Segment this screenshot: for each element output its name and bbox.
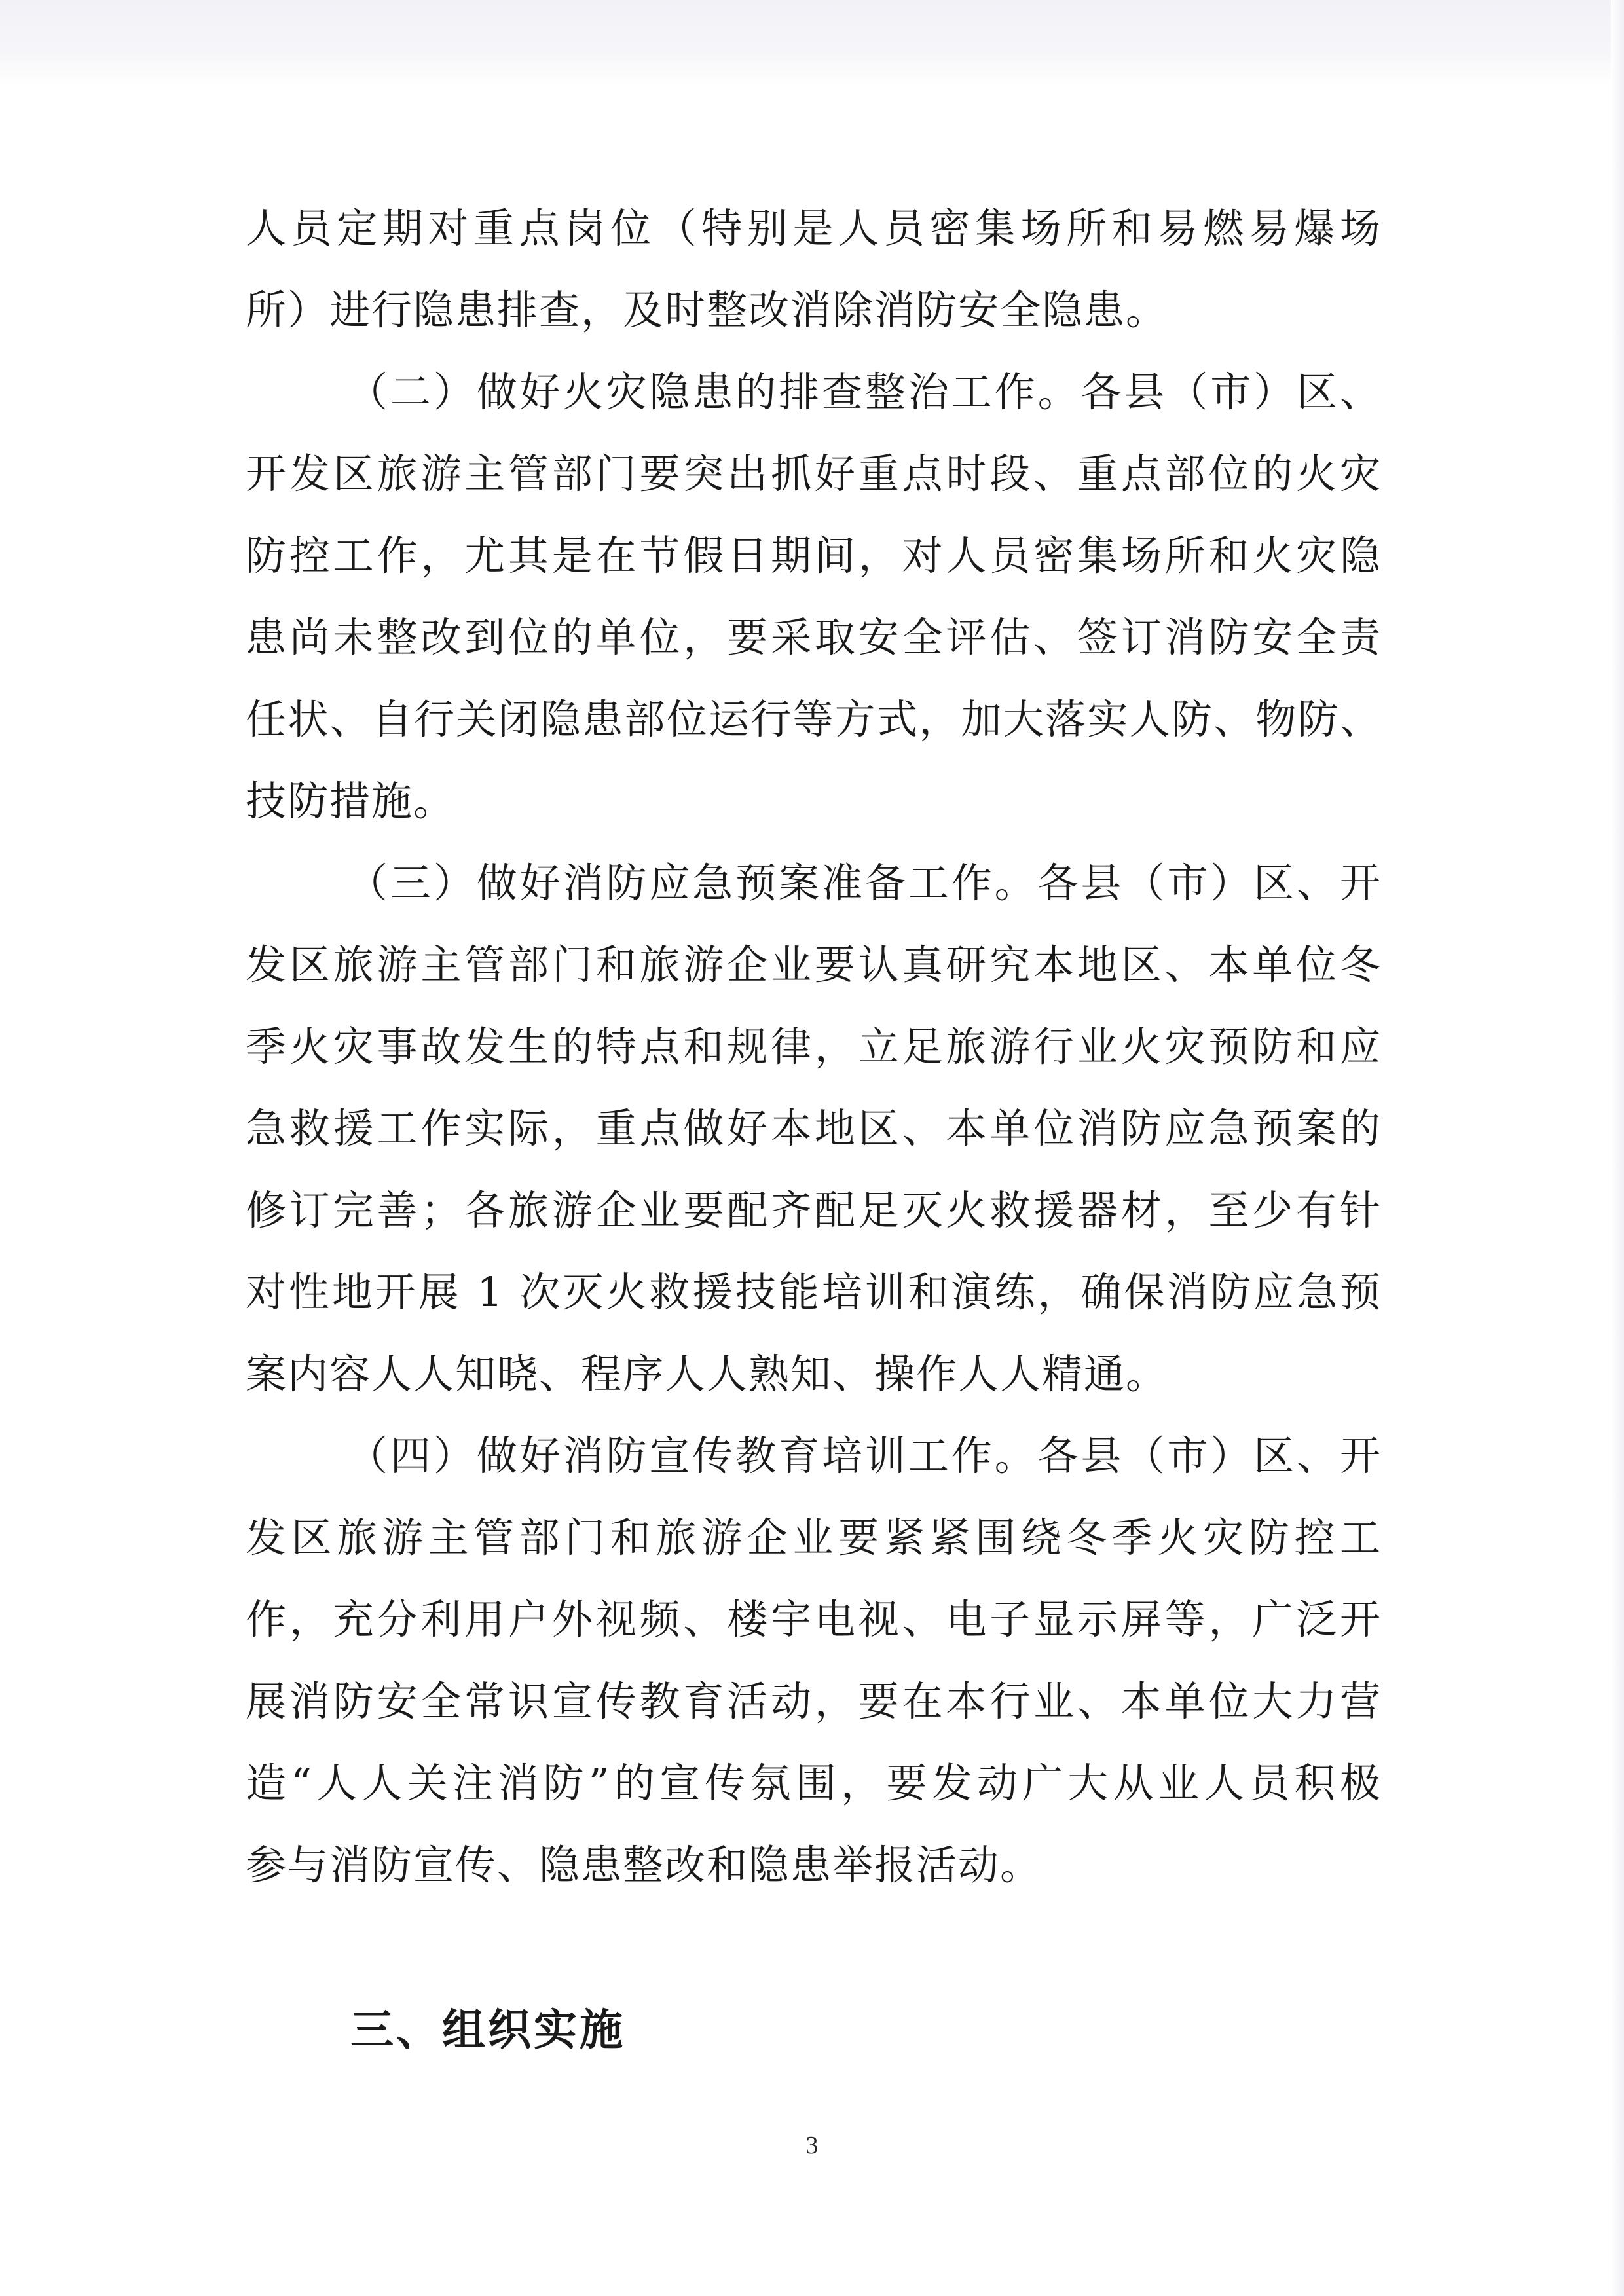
- scan-edge-right: [1611, 0, 1624, 2296]
- text-line-21: 参与消防宣传、隐患整改和隐患举报活动。: [246, 1841, 1043, 1889]
- text-line-18: 作，充分利用户外视频、楼宇电视、电子显示屏等，广泛开: [246, 1595, 1382, 1643]
- text-line-11: 季火灾事故发生的特点和规律，立足旅游行业火灾预防和应: [246, 1023, 1382, 1070]
- text-line-1: 人员定期对重点岗位（特别是人员密集场所和易燃易爆场: [246, 204, 1382, 252]
- text-line-4: 开发区旅游主管部门要突出抓好重点时段、重点部位的火灾: [246, 450, 1382, 498]
- text-line-15: 案内容人人知晓、程序人人熟知、操作人人精通。: [246, 1350, 1168, 1398]
- section-heading: 三、组织实施: [350, 2005, 625, 2055]
- text-line-16: （四）做好消防宣传教育培训工作。各县（市）区、开: [347, 1432, 1382, 1480]
- text-line-2: 所）进行隐患排查，及时整改消除消防安全隐患。: [246, 286, 1168, 334]
- scan-edge-top: [0, 0, 1624, 85]
- text-line-9: （三）做好消防应急预案准备工作。各县（市）区、开: [347, 859, 1382, 907]
- text-line-13: 修订完善；各旅游企业要配齐配足灭火救援器材，至少有针: [246, 1186, 1382, 1234]
- text-line-6: 患尚未整改到位的单位，要采取安全评估、签订消防安全责: [246, 613, 1382, 661]
- text-line-7: 任状、自行关闭隐患部位运行等方式，加大落实人防、物防、: [246, 695, 1382, 743]
- text-line-17: 发区旅游主管部门和旅游企业要紧紧围绕冬季火灾防控工: [246, 1514, 1382, 1561]
- page-number: 3: [805, 2132, 819, 2159]
- text-line-3: （二）做好火灾隐患的排查整治工作。各县（市）区、: [347, 368, 1382, 416]
- text-line-19: 展消防安全常识宣传教育活动，要在本行业、本单位大力营: [246, 1677, 1382, 1725]
- text-line-14: 对性地开展 1 次灭火救援技能培训和演练，确保消防应急预: [246, 1268, 1382, 1316]
- text-line-5: 防控工作，尤其是在节假日期间，对人员密集场所和火灾隐: [246, 532, 1382, 579]
- text-line-20: 造“人人关注消防”的宣传氛围，要发动广大从业人员积极: [246, 1759, 1382, 1807]
- text-line-10: 发区旅游主管部门和旅游企业要认真研究本地区、本单位冬: [246, 941, 1382, 989]
- document-body: [246, 187, 1382, 1906]
- text-line-12: 急救援工作实际，重点做好本地区、本单位消防应急预案的: [246, 1104, 1382, 1152]
- text-line-8: 技防措施。: [246, 777, 456, 825]
